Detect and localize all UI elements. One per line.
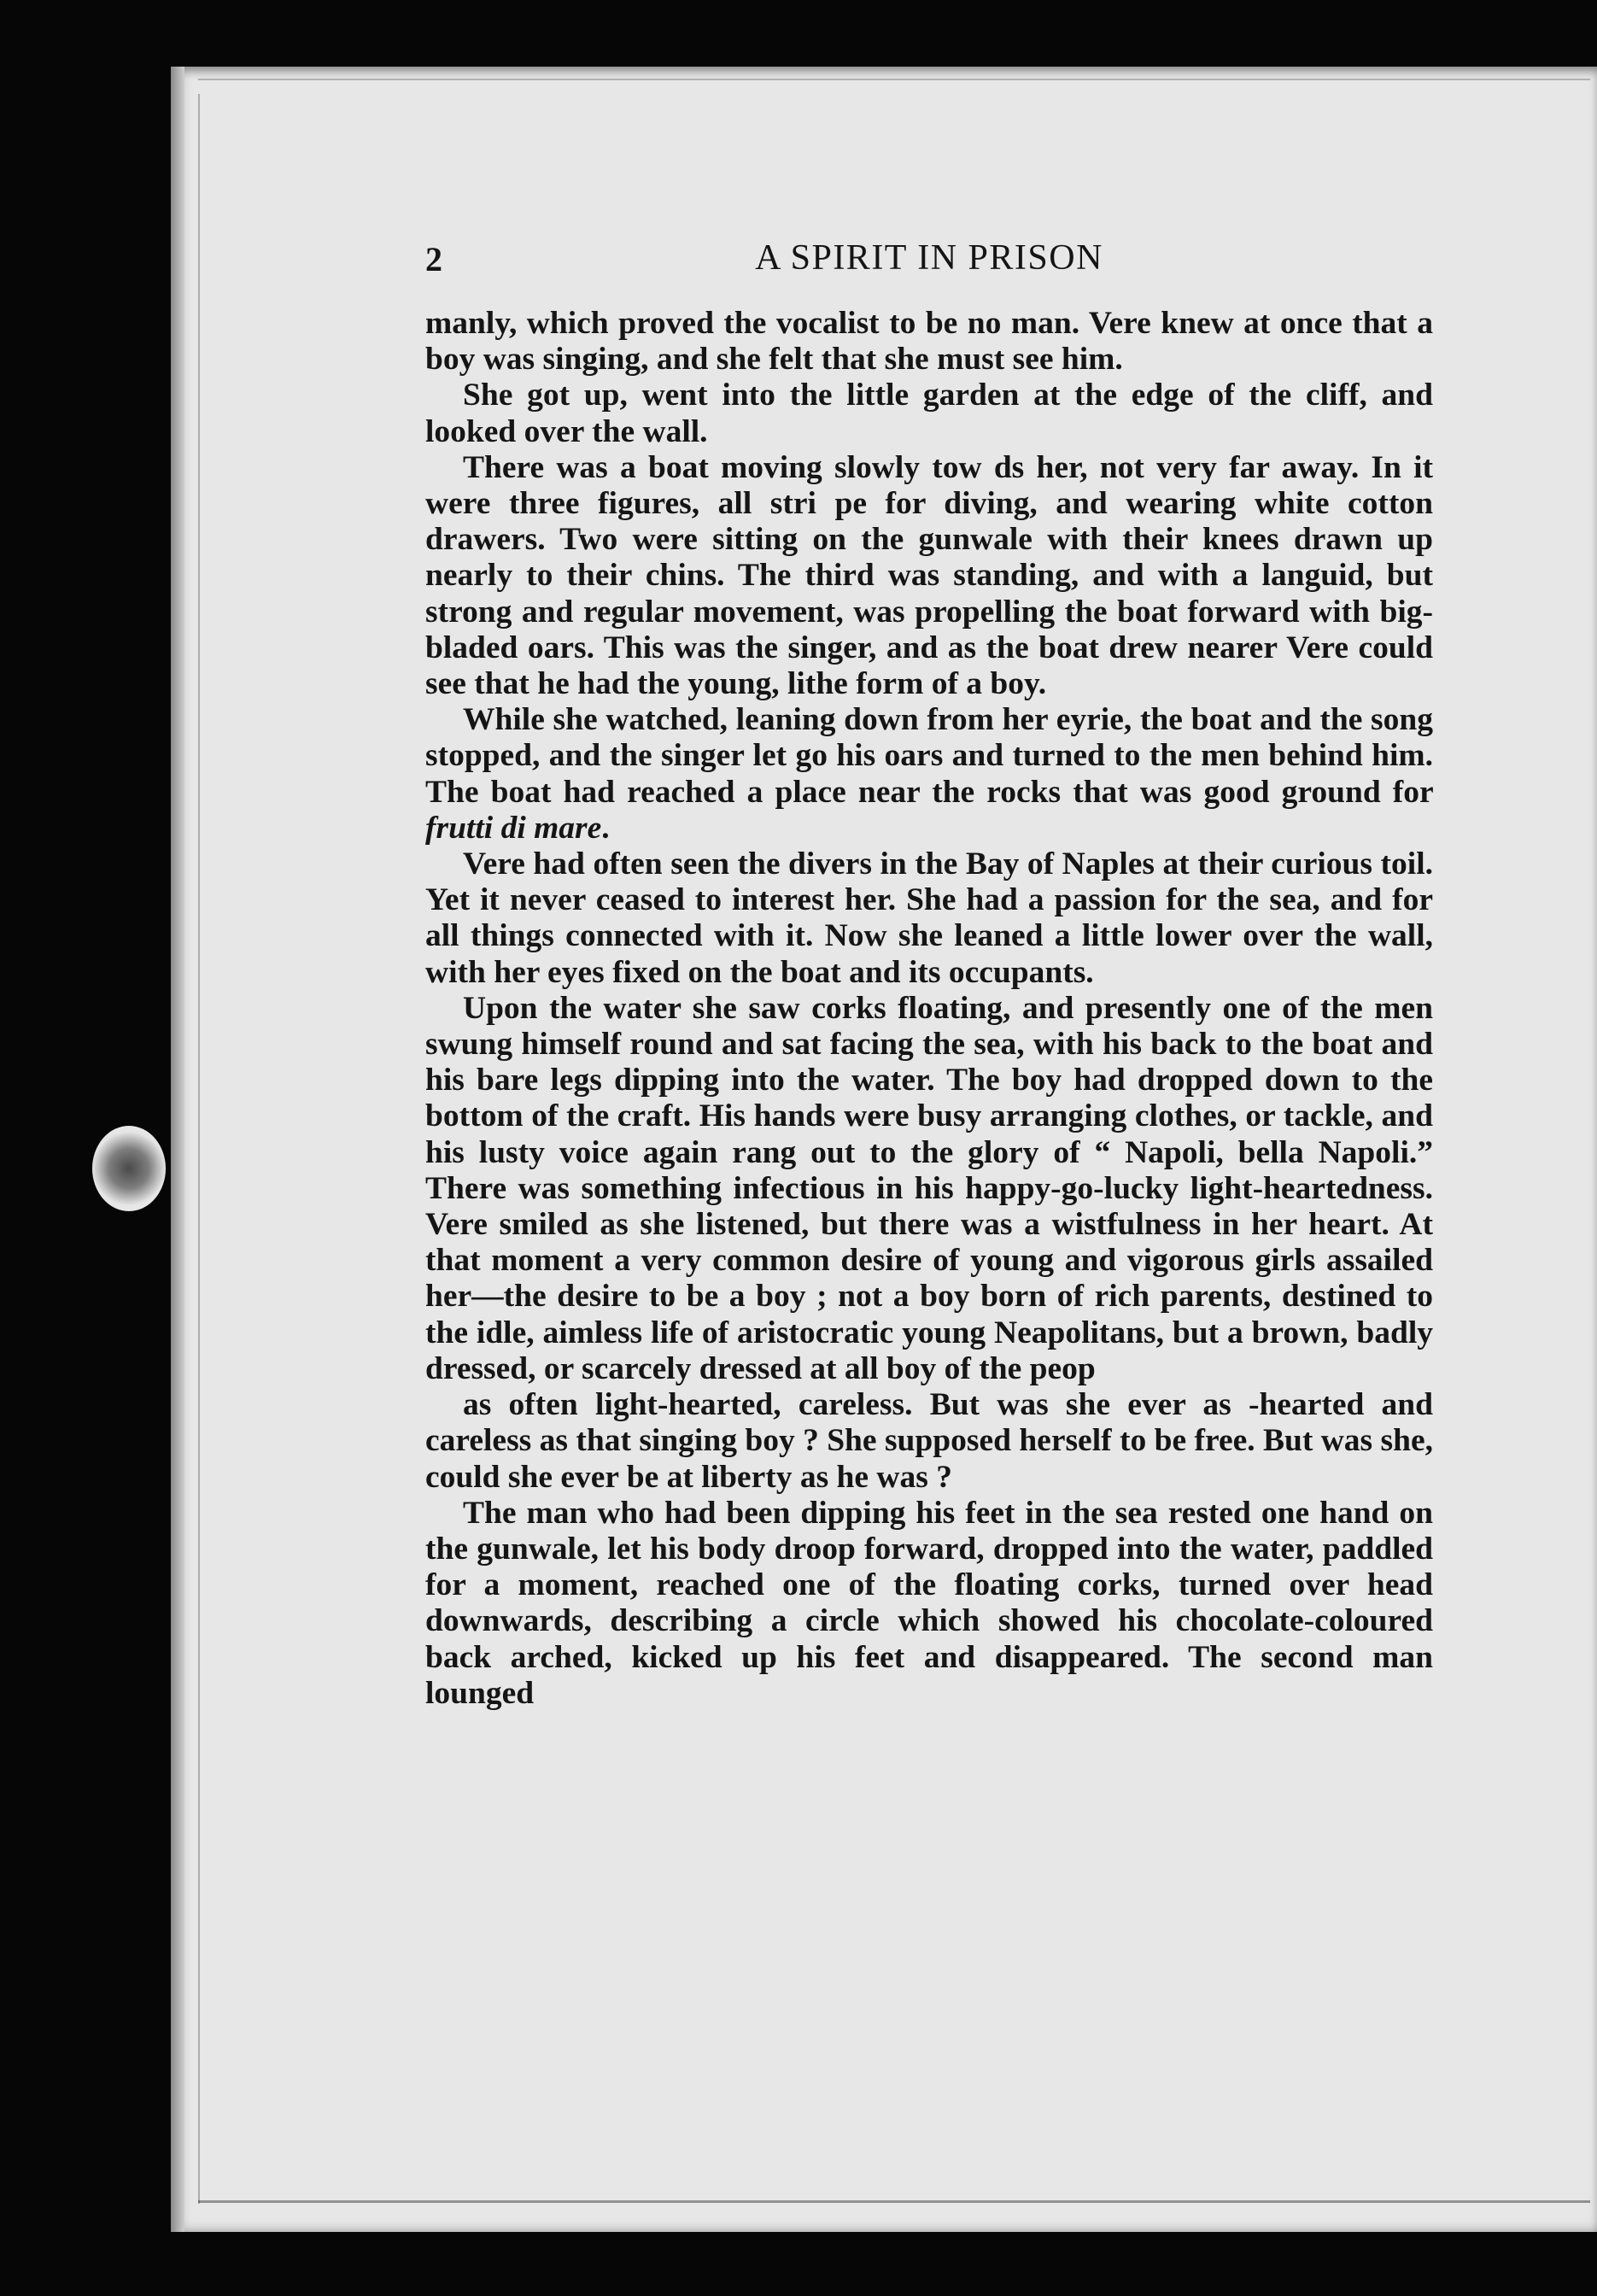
paragraph: as often light-hearted, careless. But was she ever as -hearted and careless as that singing boy ? She supposed herself to be free. But was she, could she ever be at liberty as he was ? xyxy=(425,1387,1433,1495)
paragraph: manly, which proved the vocalist to be no man. Vere knew at once that a boy was singing, and she felt that she must see him. xyxy=(425,306,1433,378)
page-margin-line xyxy=(198,94,200,2204)
body-text xyxy=(425,306,1433,1712)
paragraph: Upon the water she saw corks floating, and presently one of the men swung himself round and sat facing the sea, with his back to the boat and his bare legs dipping into the water. The boy had dropped down to the bottom of the craft. His hands were busy arranging clothes, or tackle, and his lusty voice again rang out to the glory of “ Napoli, bella Napoli.” There was something infectious in his happy-go-lucky light-heartedness. Vere smiled as she listened, but there was a wistfulness in her heart. At that moment a very common desire of young and vigorous girls assailed her—the desire to be a boy ; not a boy born of rich parents, destined to the idle, aimless life of aristocratic young Neapolitans, but a brown, badly dressed, or scarcely dressed at all boy of the peop xyxy=(425,990,1433,1386)
page-bottom-edge xyxy=(198,2200,1590,2203)
paragraph: The man who had been dipping his feet in the sea rested one hand on the gunwale, let his body droop forward, dropped into the water, paddled for a moment, reached one of the floating corks, turned over head downwards, describing a circle which showed his chocolate-coloured back arched, kicked up his feet and disappeared. The second man lounged xyxy=(425,1495,1433,1711)
running-head xyxy=(425,234,1433,285)
paragraph: There was a boat moving slowly tow ds her, not very far away. In it were three figures, all stri pe for diving, and wearing white cotton drawers. Two were sitting on the gunwale with their knees drawn up nearly to their chins. The third was standing, and with a languid, but strong and regular movement, was propelling the boat forward with big-bladed oars. This was the singer, and as the boat drew nearer Vere could see that he had the young, lithe form of a boy. xyxy=(425,449,1433,702)
page-top-edge xyxy=(198,79,1590,80)
italic-phrase: frutti di mare xyxy=(425,810,602,846)
paragraph: Vere had often seen the divers in the Bay of Naples at their curious toil. Yet it never ceased to interest her. She had a passion for the sea, and for all things connected with it. Now she leaned a little lower over the wall, with her eyes fixed on the boat and its occupants. xyxy=(425,846,1433,990)
italic-phrase-period: . xyxy=(601,810,610,846)
paragraph xyxy=(425,702,1433,846)
page-binding-edge xyxy=(171,67,184,2232)
paragraph-text: While she watched, leaning down from her eyrie, the boat and the song stopped, and the singer let go his oars and turned to the men behind him. The boat had reached a place near the rocks that was good ground for xyxy=(425,702,1433,810)
book-title-header: A SPIRIT IN PRISON xyxy=(755,238,1103,278)
page-number: 2 xyxy=(425,240,442,278)
paragraph: She got up, went into the little garden at the edge of the cliff, and looked over the wall. xyxy=(425,378,1433,449)
punch-hole-mark xyxy=(92,1126,166,1211)
